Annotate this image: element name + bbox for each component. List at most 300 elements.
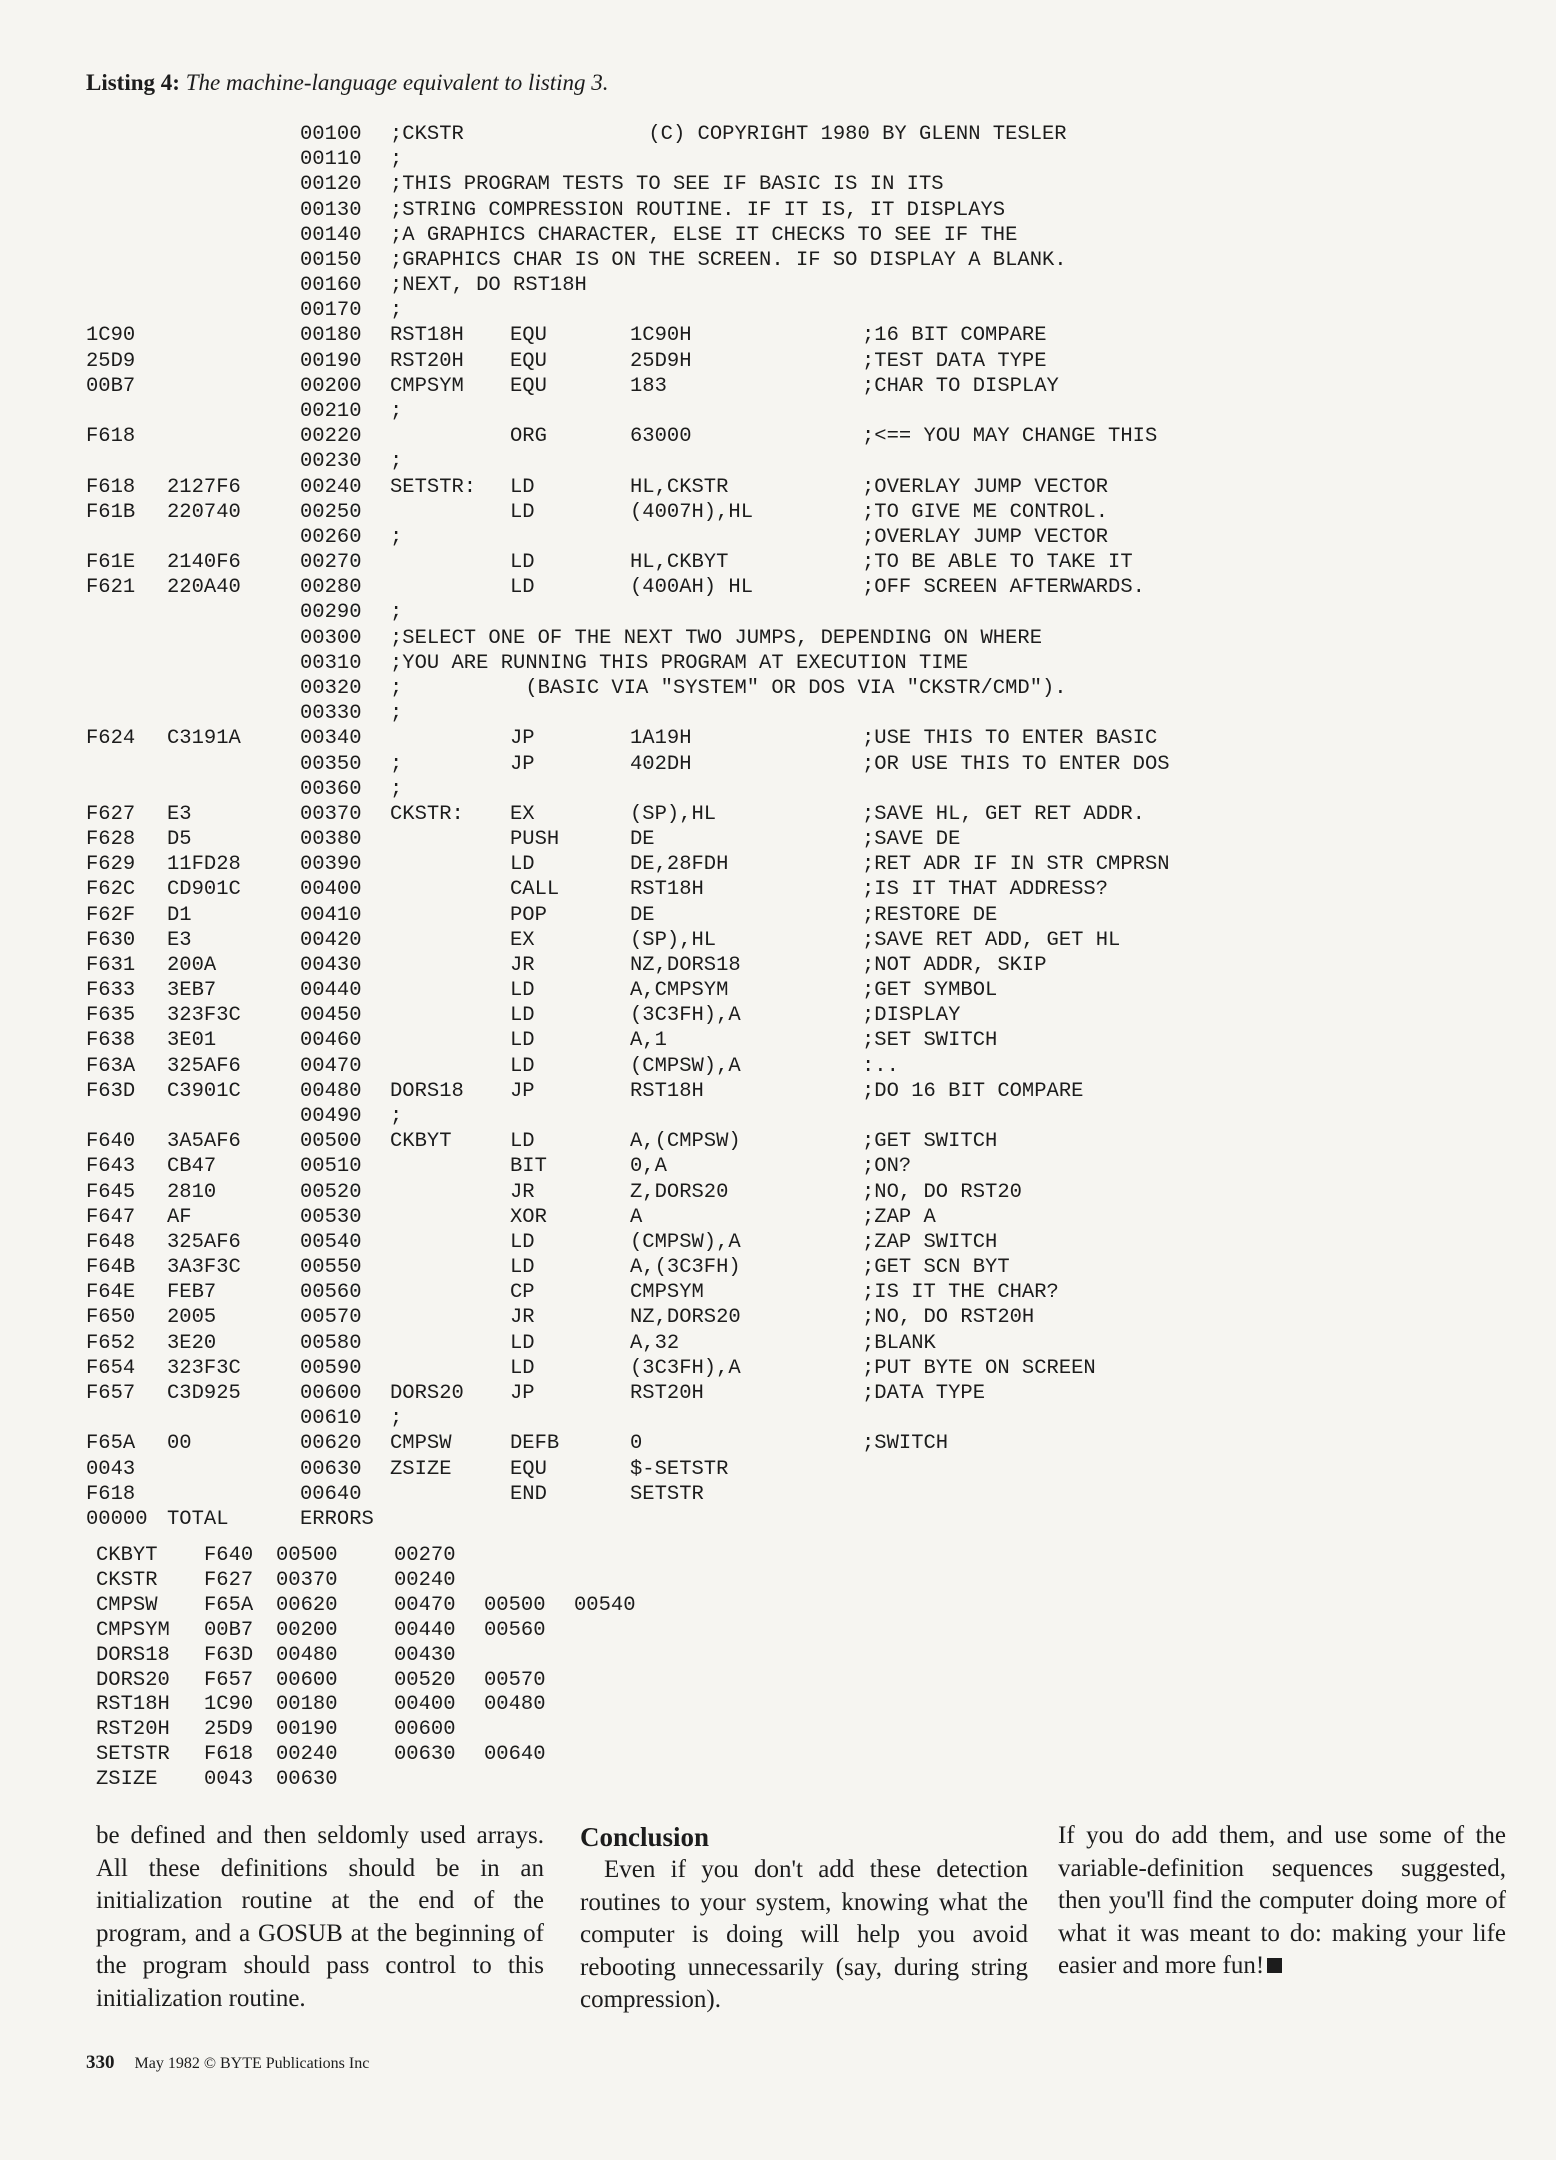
listing-code: 323F3C	[167, 1004, 241, 1028]
xref-ref: 00480	[484, 1693, 546, 1717]
listing-addr: 00000	[86, 1507, 148, 1531]
listing-cmt: ;GET SWITCH	[862, 1130, 998, 1154]
listing-line: 00450	[300, 1004, 362, 1028]
listing-line: 00190	[300, 349, 362, 373]
listing-line: 00220	[300, 425, 362, 449]
listing-arg: HL,CKSTR	[630, 475, 729, 499]
listing-op: LD	[510, 576, 535, 600]
listing-addr: F630	[86, 928, 136, 952]
listing-op: POP	[510, 903, 547, 927]
listing-line: 00380	[300, 828, 362, 852]
listing-line: 00170	[300, 299, 362, 323]
listing-cmt: ;NO, DO RST20H	[862, 1306, 1035, 1330]
listing-op: LD	[510, 1029, 535, 1053]
listing-cmt: ;TO GIVE ME CONTROL.	[862, 500, 1109, 524]
listing-addr: F63A	[86, 1054, 136, 1078]
xref-def: 00190	[276, 1718, 338, 1742]
listing-label: ;	[390, 450, 403, 474]
listing-op: LD	[510, 500, 535, 524]
listing-line: 00400	[300, 878, 362, 902]
listing-code: D1	[167, 903, 192, 927]
listing-cmt: ;PUT BYTE ON SCREEN	[862, 1356, 1096, 1380]
listing-addr: F62C	[86, 878, 136, 902]
listing-line: 00100	[300, 123, 362, 146]
xref-ref: 00560	[484, 1618, 546, 1642]
listing-arg: A,32	[630, 1331, 680, 1355]
listing-op: LD	[510, 979, 535, 1003]
listing-line: 00550	[300, 1256, 362, 1280]
listing-op: XOR	[510, 1205, 547, 1229]
listing-op: JR	[510, 1180, 535, 1204]
listing-arg: (4007H),HL	[630, 500, 754, 524]
xref-ref: 00600	[394, 1718, 456, 1742]
listing-addr: F645	[86, 1180, 136, 1204]
listing-addr: F64E	[86, 1281, 136, 1305]
listing-op: DEFB	[510, 1432, 560, 1456]
listing-code: 2810	[167, 1180, 217, 1204]
listing-line: 00560	[300, 1281, 362, 1305]
listing-arg: (3C3FH),A	[630, 1356, 741, 1380]
listing-addr: F628	[86, 828, 136, 852]
xref-val: 1C90	[204, 1693, 254, 1717]
listing-code: 220740	[167, 500, 241, 524]
listing-line: 00300	[300, 626, 362, 650]
listing-label: ;	[390, 702, 403, 726]
listing-cmt: ;IS IT THAT ADDRESS?	[862, 878, 1109, 902]
listing-op: ORG	[510, 425, 547, 449]
listing-code: 3EB7	[167, 979, 217, 1003]
listing-line: 00530	[300, 1205, 362, 1229]
listing-line: 00460	[300, 1029, 362, 1053]
listing-arg: 1C90H	[630, 324, 692, 348]
listing-op: END	[510, 1482, 547, 1506]
xref-val: F618	[204, 1743, 254, 1767]
listing-addr: 00B7	[86, 374, 136, 398]
listing-op: JP	[510, 752, 535, 776]
listing-op: LD	[510, 1356, 535, 1380]
listing-op: EQU	[510, 349, 547, 373]
listing-addr: F64B	[86, 1256, 136, 1280]
listing-arg: DE	[630, 903, 655, 927]
listing-label: CMPSYM	[390, 374, 464, 398]
listing-arg: A,CMPSYM	[630, 979, 729, 1003]
listing-code: 3A5AF6	[167, 1130, 241, 1154]
listing-arg: (3C3FH),A	[630, 1004, 741, 1028]
caption-title: The machine-language equivalent to listing 3.	[185, 70, 609, 95]
listing-code: 2005	[167, 1306, 217, 1330]
listing-op: LD	[510, 1331, 535, 1355]
listing-arg: 25D9H	[630, 349, 692, 373]
listing-cmt: ;TEST DATA TYPE	[862, 349, 1047, 373]
listing-code: D5	[167, 828, 192, 852]
listing-op: PUSH	[510, 828, 560, 852]
listing-line: 00270	[300, 551, 362, 575]
listing-line: 00640	[300, 1482, 362, 1506]
xref-ref: 00630	[394, 1743, 456, 1767]
listing-code: E3	[167, 928, 192, 952]
listing-op: JP	[510, 1382, 535, 1405]
listing-addr: F650	[86, 1306, 136, 1330]
listing-code: 200A	[167, 953, 217, 977]
listing-line: 00310	[300, 651, 362, 675]
xref-sym: CKBYT	[96, 1544, 158, 1567]
listing-addr: F631	[86, 953, 136, 977]
listing-text: ;YOU ARE RUNNING THIS PROGRAM AT EXECUTION TIME	[390, 651, 969, 675]
page-number: 330	[86, 2052, 115, 2073]
listing-cmt: ;ZAP SWITCH	[862, 1230, 998, 1254]
listing-addr: F621	[86, 576, 136, 600]
listing-line: 00210	[300, 399, 362, 423]
listing-code: 323F3C	[167, 1356, 241, 1380]
listing-line: 00330	[300, 702, 362, 726]
listing-label: DORS20	[390, 1382, 464, 1405]
listing-text: ;	[390, 148, 403, 172]
xref-val: F65A	[204, 1593, 254, 1617]
listing-op: EQU	[510, 324, 547, 348]
listing-cmt: ;CHAR TO DISPLAY	[862, 374, 1059, 398]
listing-label: ;	[390, 399, 403, 423]
listing-arg: 1A19H	[630, 727, 692, 751]
xref-ref: 00540	[574, 1593, 636, 1617]
listing-addr: F648	[86, 1230, 136, 1254]
xref-ref: 00470	[394, 1593, 456, 1617]
listing-label: DORS18	[390, 1079, 464, 1103]
listing-cmt: ;USE THIS TO ENTER BASIC	[862, 727, 1158, 751]
listing-code: 325AF6	[167, 1230, 241, 1254]
listing-addr: F638	[86, 1029, 136, 1053]
listing-line: 00480	[300, 1079, 362, 1103]
listing-label: SETSTR:	[390, 475, 477, 499]
listing-text: ;A GRAPHICS CHARACTER, ELSE IT CHECKS TO SEE IF THE	[390, 223, 1018, 247]
listing-arg: A,1	[630, 1029, 667, 1053]
listing-code: CD901C	[167, 878, 241, 902]
xref-ref: 00240	[394, 1568, 456, 1592]
listing-code: TOTAL	[167, 1507, 229, 1531]
listing-addr: F624	[86, 727, 136, 751]
body-column-3	[1058, 1820, 1506, 1983]
xref-sym: CKSTR	[96, 1568, 158, 1592]
listing-code: 3E20	[167, 1331, 217, 1355]
listing-op: JP	[510, 727, 535, 751]
listing-addr: F63D	[86, 1079, 136, 1103]
listing-text: ;THIS PROGRAM TESTS TO SEE IF BASIC IS IN ITS	[390, 173, 944, 197]
xref-sym: CMPSYM	[96, 1618, 170, 1642]
listing-arg: DE	[630, 828, 655, 852]
listing-arg: (SP),HL	[630, 928, 717, 952]
listing-line: 00150	[300, 248, 362, 272]
listing-op: LD	[510, 1004, 535, 1028]
listing-label: ;	[390, 752, 403, 776]
listing-arg: NZ,DORS18	[630, 953, 741, 977]
listing-cmt: ;SWITCH	[862, 1432, 949, 1456]
listing-label: ;	[390, 777, 403, 801]
xref-ref: 00440	[394, 1618, 456, 1642]
xref-val: 00B7	[204, 1618, 254, 1642]
listing-label: ZSIZE	[390, 1457, 452, 1481]
listing-code: C3191A	[167, 727, 241, 751]
listing-cmt: ;IS IT THE CHAR?	[862, 1281, 1059, 1305]
listing-text: ;CKSTR (C) COPYRIGHT 1980 BY GLENN TESLER	[390, 123, 1067, 146]
listing-op: LD	[510, 1054, 535, 1078]
listing-line: 00280	[300, 576, 362, 600]
xref-ref: 00270	[394, 1544, 456, 1567]
listing-line: 00260	[300, 525, 362, 549]
caption-label: Listing 4:	[86, 70, 180, 95]
listing-arg: NZ,DORS20	[630, 1306, 741, 1330]
listing-addr: F627	[86, 802, 136, 826]
xref-def: 00180	[276, 1693, 338, 1717]
xref-val: 0043	[204, 1768, 254, 1792]
listing-text: ;SELECT ONE OF THE NEXT TWO JUMPS, DEPENDING ON WHERE	[390, 626, 1043, 650]
listing-cmt: ;16 BIT COMPARE	[862, 324, 1047, 348]
listing-text: ;STRING COMPRESSION ROUTINE. IF IT IS, IT DISPLAYS	[390, 198, 1006, 222]
listing-cmt: ;GET SYMBOL	[862, 979, 998, 1003]
listing-arg: RST20H	[630, 1382, 704, 1405]
listing-line: 00500	[300, 1130, 362, 1154]
listing-line: 00570	[300, 1306, 362, 1330]
listing-cmt: ;DO 16 BIT COMPARE	[862, 1079, 1084, 1103]
listing-cmt: ;DATA TYPE	[862, 1382, 986, 1405]
xref-val: F63D	[204, 1643, 254, 1667]
listing-code: 00	[167, 1432, 192, 1456]
xref-sym: DORS18	[96, 1643, 170, 1667]
listing-cmt: ;OR USE THIS TO ENTER DOS	[862, 752, 1170, 776]
listing-cmt: ;DISPLAY	[862, 1004, 961, 1028]
listing-text: ;NEXT, DO RST18H	[390, 274, 587, 298]
listing-code: FEB7	[167, 1281, 217, 1305]
listing-caption	[86, 70, 609, 96]
listing-arg: Z,DORS20	[630, 1180, 729, 1204]
listing-op: LD	[510, 1130, 535, 1154]
listing-line: 00510	[300, 1155, 362, 1179]
listing-op: CP	[510, 1281, 535, 1305]
listing-code: 2140F6	[167, 551, 241, 575]
section-heading: Conclusion	[580, 1822, 710, 1852]
listing-line: 00350	[300, 752, 362, 776]
listing-cmt: ;SAVE RET ADD, GET HL	[862, 928, 1121, 952]
listing-line: 00590	[300, 1356, 362, 1380]
xref-ref: 00640	[484, 1743, 546, 1767]
listing-op: LD	[510, 551, 535, 575]
listing-line: 00630	[300, 1457, 362, 1481]
listing-op: JR	[510, 1306, 535, 1330]
listing-arg: A	[630, 1205, 643, 1229]
listing-addr: F633	[86, 979, 136, 1003]
listing-line: 00410	[300, 903, 362, 927]
body-column-1	[96, 1820, 544, 2015]
listing-cmt: ;GET SCN BYT	[862, 1256, 1010, 1280]
listing-line: 00290	[300, 601, 362, 625]
listing-label: ;	[390, 1407, 403, 1431]
listing-addr: F657	[86, 1382, 136, 1405]
listing-arg: RST18H	[630, 1079, 704, 1103]
xref-val: F657	[204, 1668, 254, 1692]
listing-code: 220A40	[167, 576, 241, 600]
listing-arg: CMPSYM	[630, 1281, 704, 1305]
listing-line: 00490	[300, 1105, 362, 1129]
listing-line: 00180	[300, 324, 362, 348]
xref-val: F640	[204, 1544, 254, 1567]
listing-line: 00520	[300, 1180, 362, 1204]
listing-label: CMPSW	[390, 1432, 452, 1456]
xref-def: 00620	[276, 1593, 338, 1617]
listing-line: 00160	[300, 274, 362, 298]
end-mark-icon	[1267, 1958, 1282, 1973]
listing-code: CB47	[167, 1155, 217, 1179]
listing-cmt: ;OVERLAY JUMP VECTOR	[862, 475, 1109, 499]
listing-addr: 25D9	[86, 349, 136, 373]
listing-arg: DE,28FDH	[630, 853, 729, 877]
listing-line: 00610	[300, 1407, 362, 1431]
listing-cmt: ;RESTORE DE	[862, 903, 998, 927]
listing-cmt: ;SAVE DE	[862, 828, 961, 852]
listing-arg: (CMPSW),A	[630, 1230, 741, 1254]
listing-arg: A,(CMPSW)	[630, 1130, 741, 1154]
listing-arg: (CMPSW),A	[630, 1054, 741, 1078]
listing-cmt: ;ZAP A	[862, 1205, 936, 1229]
listing-line: 00240	[300, 475, 362, 499]
listing-op: LD	[510, 853, 535, 877]
listing-line: 00620	[300, 1432, 362, 1456]
listing-cmt: :..	[862, 1054, 899, 1078]
listing-line: 00580	[300, 1331, 362, 1355]
listing-line: 00360	[300, 777, 362, 801]
listing-label: RST18H	[390, 324, 464, 348]
xref-sym: RST18H	[96, 1693, 170, 1717]
listing-arg: (SP),HL	[630, 802, 717, 826]
listing-line: 00140	[300, 223, 362, 247]
listing-op: EQU	[510, 1457, 547, 1481]
listing-arg: (400AH) HL	[630, 576, 754, 600]
xref-ref: 00500	[484, 1593, 546, 1617]
listing-line: 00230	[300, 450, 362, 474]
listing-op: EX	[510, 928, 535, 952]
listing-addr: 1C90	[86, 324, 136, 348]
xref-def: 00500	[276, 1544, 338, 1567]
listing-cmt: ;BLANK	[862, 1331, 936, 1355]
listing-code: C3901C	[167, 1079, 241, 1103]
listing-code: 2127F6	[167, 475, 241, 499]
listing-cmt: ;OFF SCREEN AFTERWARDS.	[862, 576, 1145, 600]
listing-line: 00420	[300, 928, 362, 952]
listing-line: 00320	[300, 676, 362, 700]
listing-line: 00440	[300, 979, 362, 1003]
listing-op: JR	[510, 953, 535, 977]
listing-code: 3E01	[167, 1029, 217, 1053]
listing-cmt: ;SET SWITCH	[862, 1029, 998, 1053]
listing-op: LD	[510, 1230, 535, 1254]
listing-op: BIT	[510, 1155, 547, 1179]
listing-code: 3A3F3C	[167, 1256, 241, 1280]
listing-arg: A,(3C3FH)	[630, 1256, 741, 1280]
listing-addr: F61E	[86, 551, 136, 575]
listing-addr: F618	[86, 425, 136, 449]
listing-op: EX	[510, 802, 535, 826]
listing-addr: F629	[86, 853, 136, 877]
xref-def: 00240	[276, 1743, 338, 1767]
listing-op: JP	[510, 1079, 535, 1103]
body-column-2	[580, 1820, 1028, 2017]
listing-line: 00200	[300, 374, 362, 398]
xref-sym: RST20H	[96, 1718, 170, 1742]
listing-addr: F61B	[86, 500, 136, 524]
xref-ref: 00430	[394, 1643, 456, 1667]
listing-line: ERRORS	[300, 1507, 374, 1531]
listing-cmt: ;OVERLAY JUMP VECTOR	[862, 525, 1109, 549]
listing-code: E3	[167, 802, 192, 826]
xref-val: F627	[204, 1568, 254, 1592]
xref-def: 00600	[276, 1668, 338, 1692]
listing-line: 00130	[300, 198, 362, 222]
listing-arg: 0,A	[630, 1155, 667, 1179]
listing-addr: F65A	[86, 1432, 136, 1456]
xref-def: 00370	[276, 1568, 338, 1592]
listing-label: ;	[390, 1105, 403, 1129]
listing-cmt: ;NO, DO RST20	[862, 1180, 1022, 1204]
listing-code: 325AF6	[167, 1054, 241, 1078]
xref-sym: CMPSW	[96, 1593, 158, 1617]
listing-arg: 183	[630, 374, 667, 398]
listing-addr: F62F	[86, 903, 136, 927]
closing-text: If you do add them, and use some of the variable-definition sequences suggested, then you'll find the computer doing more of what it was meant to do: making your life easier and more fun!	[1058, 1822, 1506, 1979]
listing-line: 00600	[300, 1382, 362, 1405]
listing-line: 00110	[300, 148, 362, 172]
listing-op: CALL	[510, 878, 560, 902]
listing-arg: RST18H	[630, 878, 704, 902]
listing-label: ;	[390, 299, 403, 323]
listing-addr: F652	[86, 1331, 136, 1355]
listing-arg: 0	[630, 1432, 643, 1456]
xref-def: 00630	[276, 1768, 338, 1792]
body-paragraph: be defined and then seldomly used arrays. All these definitions should be in an initialization routine at the end of the program, and a GOSUB at the beginning of the program should pass control to this initialization routine.	[96, 1822, 544, 2012]
listing-line: 00430	[300, 953, 362, 977]
listing-label: ;	[390, 601, 403, 625]
listing-cmt: ;NOT ADDR, SKIP	[862, 953, 1047, 977]
listing-op: LD	[510, 1256, 535, 1280]
listing-cmt: ;<== YOU MAY CHANGE THIS	[862, 425, 1158, 449]
listing-code: AF	[167, 1205, 192, 1229]
listing-cmt: ;ON?	[862, 1155, 912, 1179]
listing-op: LD	[510, 475, 535, 499]
listing-addr: F618	[86, 1482, 136, 1506]
listing-addr: F643	[86, 1155, 136, 1179]
listing-addr: F640	[86, 1130, 136, 1154]
listing-line: 00540	[300, 1230, 362, 1254]
listing-arg: $-SETSTR	[630, 1457, 729, 1481]
listing-arg: 402DH	[630, 752, 692, 776]
listing-arg: 63000	[630, 425, 692, 449]
listing-cmt: ;SAVE HL, GET RET ADDR.	[862, 802, 1145, 826]
listing-cmt: ;TO BE ABLE TO TAKE IT	[862, 551, 1133, 575]
listing-op: EQU	[510, 374, 547, 398]
listing-line: 00340	[300, 727, 362, 751]
listing-line: 00390	[300, 853, 362, 877]
body-paragraph	[1058, 1820, 1506, 1983]
listing-label: CKSTR:	[390, 802, 464, 826]
listing-text: ; (BASIC VIA "SYSTEM" OR DOS VIA "CKSTR/CMD").	[390, 676, 1067, 700]
listing-addr: F654	[86, 1356, 136, 1380]
listing-code: 11FD28	[167, 853, 241, 877]
xref-ref: 00570	[484, 1668, 546, 1692]
xref-sym: SETSTR	[96, 1743, 170, 1767]
listing-line: 00120	[300, 173, 362, 197]
listing-line: 00250	[300, 500, 362, 524]
listing-addr: F635	[86, 1004, 136, 1028]
footer-credit: May 1982 © BYTE Publications Inc	[134, 2055, 370, 2072]
xref-val: 25D9	[204, 1718, 254, 1742]
xref-sym: DORS20	[96, 1668, 170, 1692]
listing-label: CKBYT	[390, 1130, 452, 1154]
